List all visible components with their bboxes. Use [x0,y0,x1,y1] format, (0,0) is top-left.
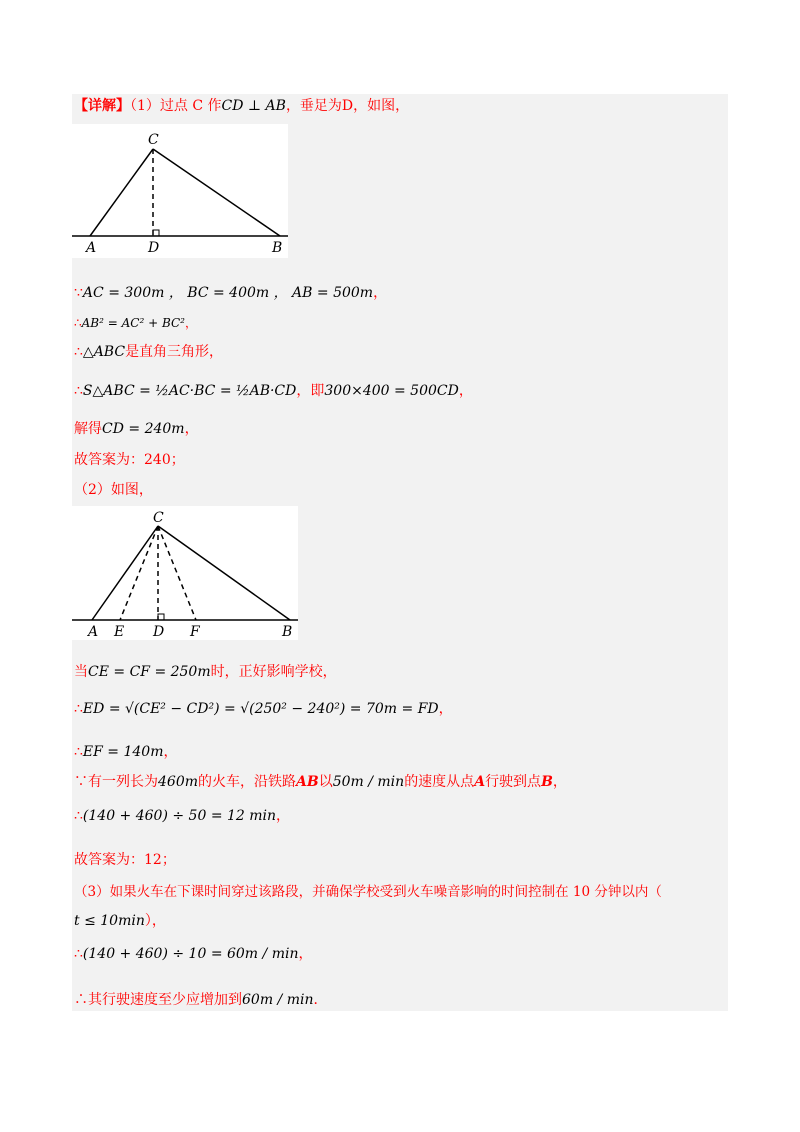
part1-intro-line [74,96,409,116]
pythagoras-equation: AB² = AC² + BC² [81,316,185,330]
therefore-symbol: ∴ [74,744,83,760]
part1-intro-tail: ，垂足为D，如图， [285,98,410,114]
answer-2: 故答案为：12； [74,852,176,868]
when-text: 当 [74,664,88,680]
speed-tail: ， [298,946,313,962]
speed-equation: (140 + 460) ÷ 10 = 60m / min [82,946,299,962]
because-symbol: ∵ [74,285,83,301]
fig1-label-c: C [148,132,159,148]
area-equation: S△ABC = ½AC·BC = ½AB·CD [82,383,297,399]
solution-label: 【详解】 [74,98,130,114]
time-constraint: t ≤ 10min [74,913,145,929]
fig1-side-cb [153,149,280,236]
time-equation: (140 + 460) ÷ 50 = 12 min [82,808,277,824]
fig1-label-b: B [272,240,283,256]
solve-tail: ， [184,421,199,437]
train-text-f: ， [552,774,567,790]
condition-tail: 时，正好影响学校， [210,664,337,680]
fig2-side-ac [92,526,158,620]
part1-intro: （1）过点 C 作 [130,98,222,114]
railway-ab: AB [296,774,319,790]
solve-cd-line [74,419,199,439]
pythagoras-tail: ， [185,316,198,330]
fig1-label-a: A [86,240,97,256]
given-line [74,283,387,303]
therefore-symbol: ∴ [74,946,83,962]
cd-value: CD = 240m [102,421,185,437]
ef-tail: ， [163,744,178,760]
therefore-symbol: ∴ [74,344,83,360]
fig1-side-ac [90,149,153,236]
ed-equation: ED = √(CE² − CD²) = √(250² − 240²) = 70m = FD [82,701,439,717]
solve-text: 解得 [74,421,102,437]
train-length: 460m [158,774,198,790]
area-equation-2: 300×400 = 500CD [324,383,459,399]
fig2-side-cb [158,526,290,620]
conclusion-tail: ． [313,992,328,1008]
therefore-symbol: ∴ [74,808,83,824]
ce-cf-equation: CE = CF = 250m [88,664,211,680]
pythagoras-line [74,313,197,333]
p2-condition-line [74,662,337,682]
ef-value: EF = 140m [82,744,164,760]
fig2-right-angle-mark [158,614,164,620]
part2-intro: （2）如图， [74,482,153,498]
answer-1: 故答案为：240； [74,452,185,468]
conclusion-text: ∴其行驶速度至少应增加到 [74,992,242,1008]
right-triangle-text: 是直角三角形， [125,344,224,360]
p3-conclusion-line [74,990,327,1010]
therefore-symbol: ∴ [74,383,83,399]
fig1-right-angle-mark [153,230,159,236]
part3-line-2 [74,911,166,931]
ed-tail: ， [438,701,453,717]
point-a: A [474,774,486,790]
train-text-b: 的火车，沿铁路 [198,774,296,790]
area-line [74,381,473,401]
fig2-label-f: F [190,624,200,640]
therefore-symbol: ∴ [74,316,82,330]
p2-ed-line [74,699,453,719]
p2-train-line [74,772,567,792]
fig2-label-d: D [153,624,165,640]
part3-line-1: （3）如果火车在下课时间穿过该路段，并确保学校受到火车噪音影响的时间控制在 10 分钟以内（ [74,884,662,900]
given-values: AC = 300m ， BC = 400m ， AB = 500m [82,285,374,301]
time-tail: ， [276,808,291,824]
p2-ef-line [74,742,177,762]
fig2-label-a: A [88,624,99,640]
train-text-a: ∵有一列长为 [74,774,158,790]
min-speed: 60m / min [242,992,314,1008]
right-triangle-line [74,342,223,362]
figure-1-triangle [72,124,288,258]
given-tail: ， [373,285,388,301]
therefore-symbol: ∴ [74,701,83,717]
train-text-e: 行驶到点 [485,774,542,790]
p2-time-line [74,806,290,826]
triangle-abc: △ABC [82,344,126,360]
fig2-label-b: B [282,624,293,640]
area-mid: ，即 [296,383,325,399]
fig1-label-d: D [148,240,160,256]
train-text-c: 以 [318,774,333,790]
point-b: B [541,774,553,790]
constraint-tail: ）， [144,913,166,929]
figure-2-triangle [72,506,298,640]
train-speed: 50m / min [332,774,405,790]
area-tail: ， [458,383,473,399]
p3-speed-line [74,944,312,964]
fig2-label-e: E [114,624,125,640]
part1-intro-math: CD ⊥ AB [221,98,286,114]
train-text-d: 的速度从点 [404,774,475,790]
fig2-label-c: C [153,510,164,526]
